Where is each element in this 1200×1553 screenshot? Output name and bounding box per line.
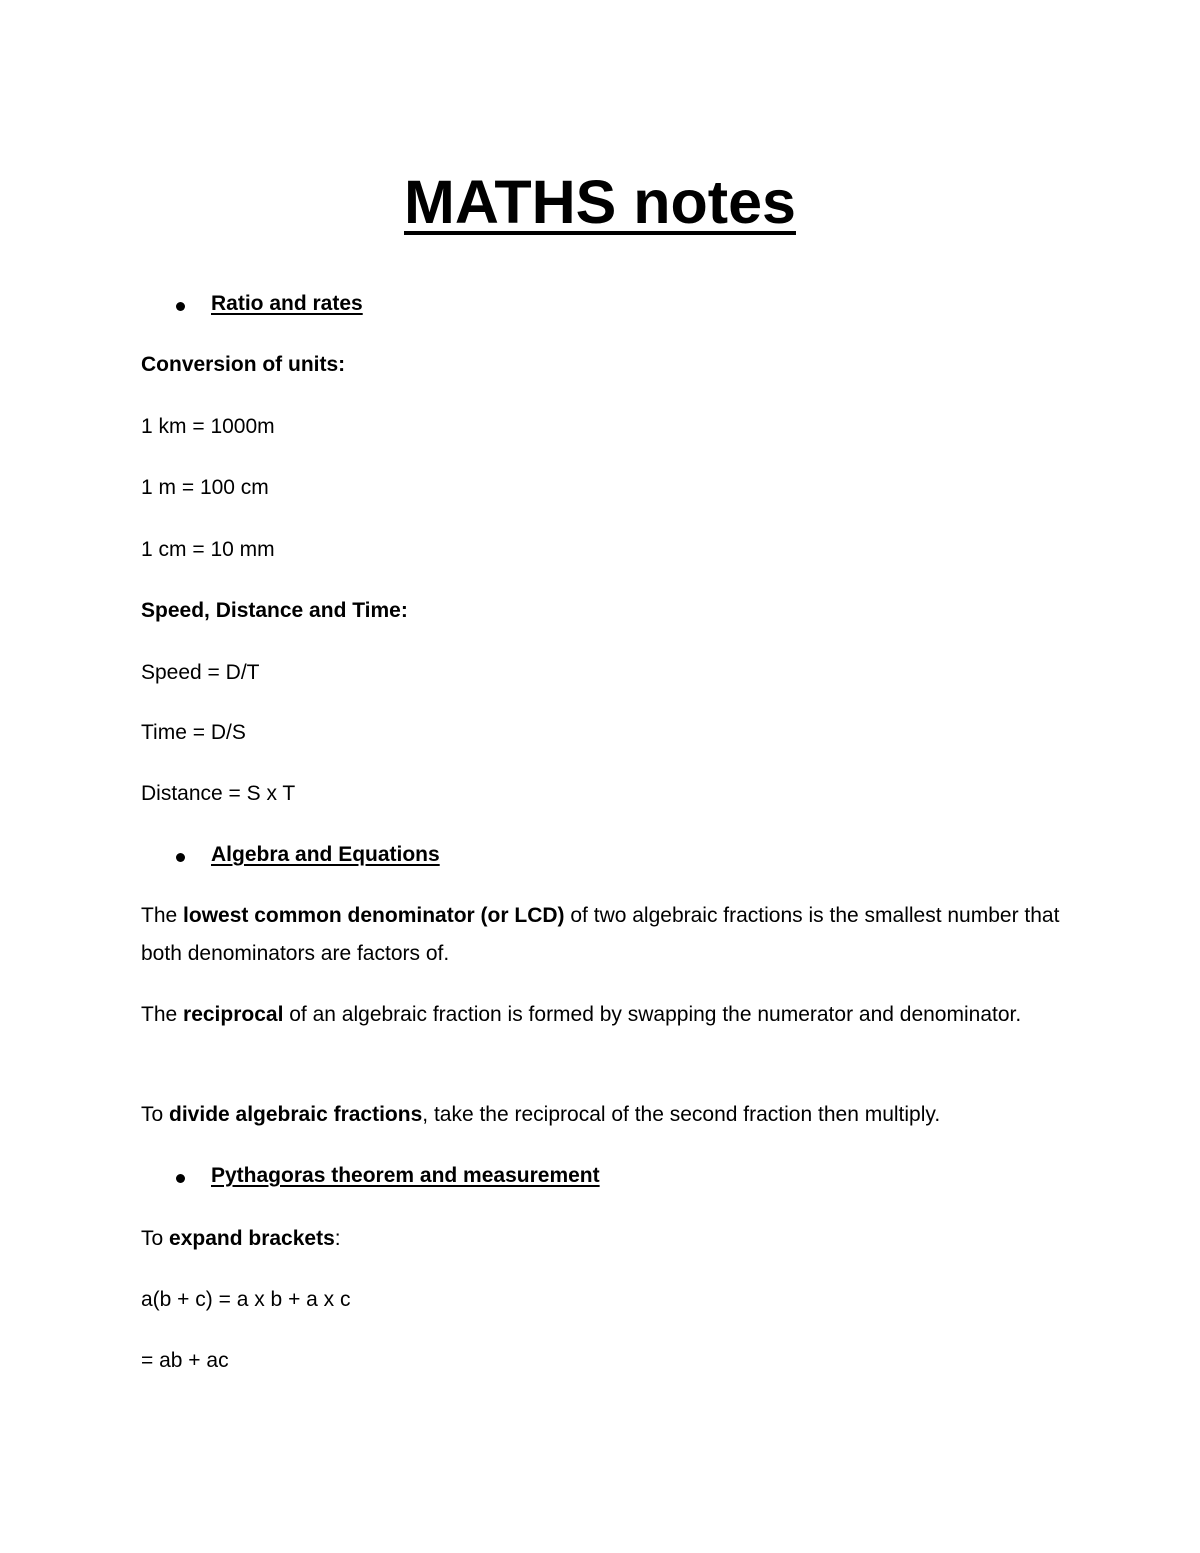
lcd-pre: The <box>141 904 184 927</box>
formula-line: Time = D/S <box>141 721 246 744</box>
expand-pre: To <box>141 1227 170 1250</box>
bullet-icon <box>176 302 185 311</box>
conversion-heading <box>141 351 345 379</box>
reciprocal-term: reciprocal <box>183 1003 284 1026</box>
reciprocal-paragraph <box>141 996 1061 1034</box>
section-heading-text: Pythagoras theorem and measurement <box>211 1164 600 1187</box>
lcd-term: lowest common denominator (or LCD) <box>183 904 565 927</box>
expand-line <box>141 1225 341 1253</box>
conversion-line: 1 km = 1000m <box>141 415 275 438</box>
divide-post: , take the reciprocal of the second fraction then multiply. <box>422 1103 941 1126</box>
conversion-line: 1 cm = 10 mm <box>141 538 275 561</box>
conversion-heading-text: Conversion of units: <box>141 353 346 376</box>
divide-paragraph <box>141 1096 1061 1134</box>
sdt-heading <box>141 597 408 625</box>
divide-pre: To <box>141 1103 170 1126</box>
bullet-icon <box>176 853 185 862</box>
expansion-line: a(b + c) = a x b + a x c <box>141 1288 351 1311</box>
section-heading-text: Algebra and Equations <box>211 843 440 866</box>
expand-post: : <box>334 1227 341 1250</box>
expand-term: expand brackets <box>169 1227 335 1250</box>
reciprocal-post: of an algebraic fraction is formed by swapping the numerator and denominator. <box>283 1003 1022 1026</box>
sdt-heading-text: Speed, Distance and Time: <box>141 599 408 622</box>
lcd-paragraph <box>141 897 1061 973</box>
reciprocal-pre: The <box>141 1003 184 1026</box>
formula-line: Speed = D/T <box>141 661 260 684</box>
section-heading-text: Ratio and rates <box>211 292 363 315</box>
formula-line: Distance = S x T <box>141 782 296 805</box>
expansion-line: = ab + ac <box>141 1349 229 1372</box>
page-title-text: MATHS notes <box>404 168 796 236</box>
conversion-line: 1 m = 100 cm <box>141 476 269 499</box>
bullet-icon <box>176 1174 185 1183</box>
page-title <box>0 166 1200 238</box>
lcd-post: of two algebraic fractions is the smallest number that both denominators are factors of. <box>141 904 1060 965</box>
divide-term: divide algebraic fractions <box>169 1103 423 1126</box>
